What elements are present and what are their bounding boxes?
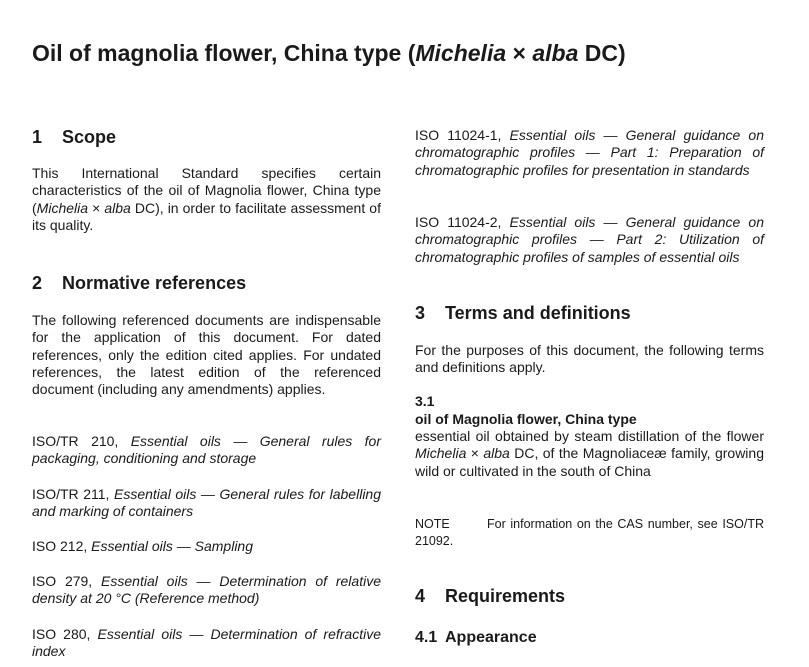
reference-code: ISO/TR 210, (32, 433, 131, 449)
definition-genus: Michelia (415, 445, 467, 462)
definition-species: alba (483, 445, 510, 462)
reference-code: ISO 11024-1, (415, 127, 510, 143)
reference-item (32, 626, 381, 661)
reference-code: ISO 279, (32, 573, 102, 589)
reference-item (32, 538, 381, 555)
normative-number: 2 (32, 273, 43, 293)
document-title (32, 40, 626, 67)
scope-text-before: This International Standard specifies certain characteristics of the oil of Magnolia flower, China type ( (32, 165, 381, 216)
requirements-number: 4 (415, 586, 426, 606)
title-genus: Michelia (415, 40, 507, 66)
normative-intro: The following referenced documents are indispensable for the application of this document. For dated references, only the edition cited applies. For undated references, the latest edition of the referenced document (including any amendments) applies. (32, 312, 381, 398)
terms-number: 3 (415, 303, 426, 323)
requirements-heading (415, 586, 565, 607)
scope-heading (32, 127, 116, 148)
term-name: oil of Magnolia flower, China type (415, 411, 637, 427)
terms-heading (415, 303, 631, 324)
reference-item (32, 573, 381, 608)
appearance-number: 4.1 (415, 629, 438, 646)
definition-text-before: essential oil obtained by steam distillation of the flower (415, 428, 764, 444)
reference-title: Essential oils — Determination of relative density at 20 °C (Reference method) (32, 573, 381, 607)
reference-title: Essential oils — General guidance on chromatographic profiles — Part 2: Utilization of chromatographic profiles of samples of essential oils (415, 214, 764, 265)
scope-number: 1 (32, 127, 43, 147)
definition-cross: × (466, 445, 484, 462)
reference-item (32, 433, 381, 468)
reference-title: Essential oils — General rules for labelling and marking of containers (32, 486, 381, 520)
reference-item (32, 486, 381, 521)
scope-paragraph (32, 165, 381, 234)
appearance-heading (415, 629, 537, 647)
reference-title: Essential oils — General guidance on chromatographic profiles — Part 1: Preparation of chromatographic profiles for presentation in standards (415, 127, 764, 178)
term-note (415, 516, 764, 550)
scope-cross: × (88, 199, 105, 216)
reference-item (415, 214, 764, 266)
appearance-title: Appearance (445, 629, 537, 646)
scope-species: alba (104, 199, 131, 216)
reference-title: Essential oils — Determination of refractive index (32, 626, 381, 660)
definition-text-after: DC, of the Magnoliaceæ family, growing wild or cultivated in the south of China (415, 445, 764, 479)
terms-title: Terms and definitions (445, 303, 631, 323)
term-number: 3.1 (415, 393, 435, 409)
title-suffix: DC) (578, 40, 626, 66)
reference-code: ISO 11024-2, (415, 214, 510, 230)
reference-item (415, 127, 764, 179)
terms-intro: For the purposes of this document, the following terms and definitions apply. (415, 342, 764, 376)
scope-title: Scope (62, 127, 117, 147)
title-cross: × (506, 40, 533, 66)
requirements-title: Requirements (445, 586, 566, 606)
reference-title: Essential oils — General rules for packaging, conditioning and storage (32, 433, 381, 467)
scope-genus: Michelia (36, 199, 89, 216)
normative-title: Normative references (62, 273, 247, 293)
scope-text-after: DC), in order to facilitate assessment of its quality. (32, 199, 381, 233)
note-label: NOTE (415, 517, 450, 531)
title-species: alba (532, 40, 579, 66)
term-definition (415, 428, 764, 480)
reference-code: ISO 280, (32, 626, 98, 642)
normative-heading (32, 273, 246, 294)
title-prefix: Oil of magnolia flower, China type ( (32, 40, 416, 66)
reference-code: ISO/TR 211, (32, 486, 114, 502)
note-text: For information on the CAS number, see ISO/TR 21092. (415, 517, 764, 548)
reference-title: Essential oils — Sampling (91, 538, 254, 554)
reference-code: ISO 212, (32, 538, 92, 554)
